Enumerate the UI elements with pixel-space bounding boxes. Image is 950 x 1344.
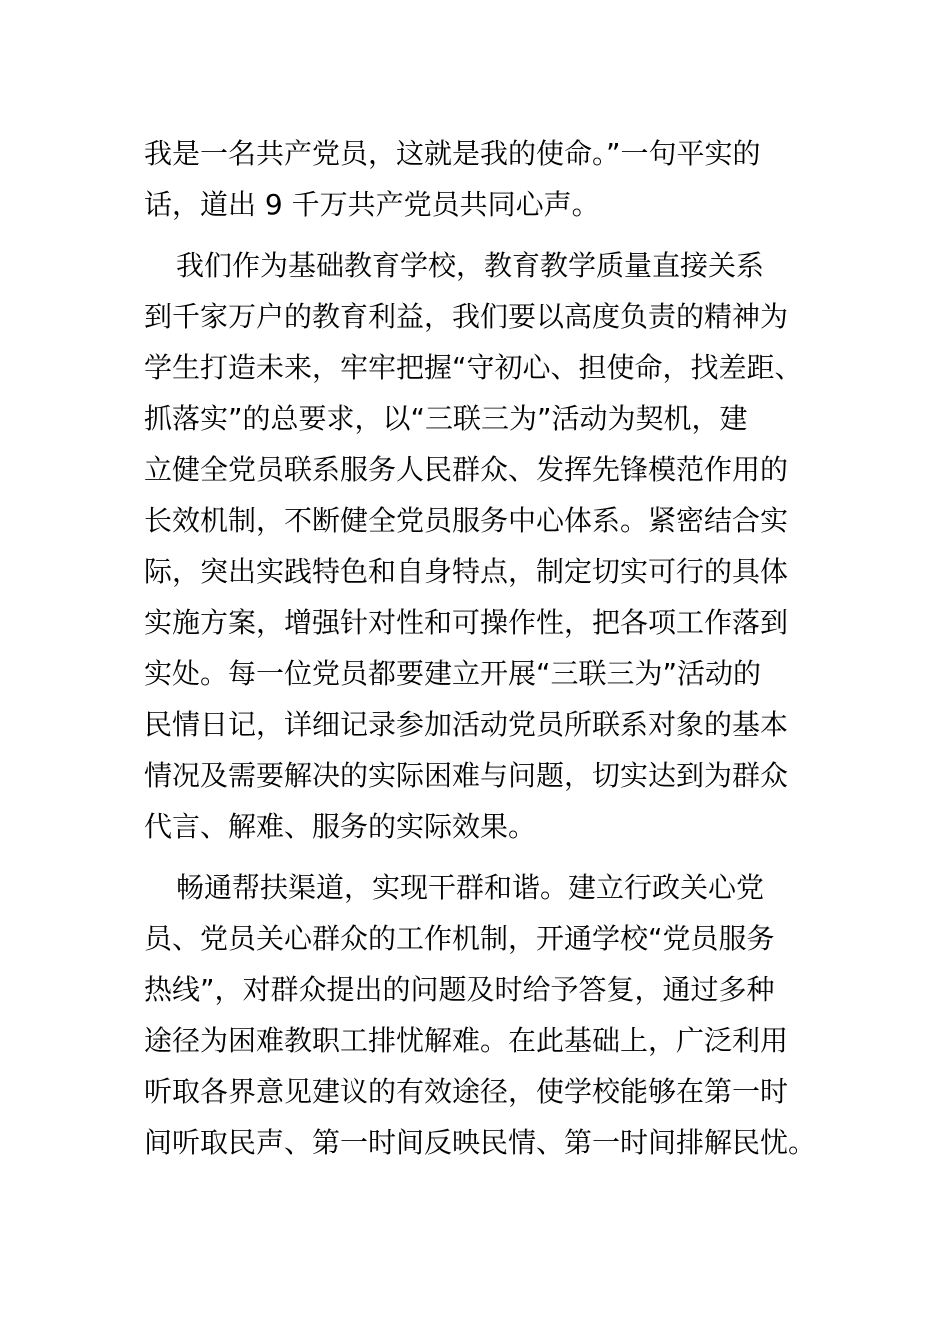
paragraph-1 — [144, 128, 824, 230]
text-line: 际，突出实践特色和自身特点，制定切实可行的具体 — [144, 555, 789, 588]
text-line: 畅通帮扶渠道，实现干群和谐。建立行政关心党 — [176, 871, 765, 904]
paragraph-3 — [144, 862, 824, 1168]
text-line: 实施方案，增强针对性和可操作性，把各项工作落到 — [144, 606, 789, 639]
text-line: 员、党员关心群众的工作机制，开通学校“党员服务 — [144, 922, 775, 955]
paragraph-2 — [144, 240, 824, 852]
text-line: 我们作为基础教育学校，教育教学质量直接关系 — [176, 249, 765, 282]
text-line: 情况及需要解决的实际困难与问题，切实达到为群众 — [144, 759, 789, 792]
text-line: 到千家万户的教育利益，我们要以高度负责的精神为 — [144, 300, 789, 333]
text-line: 抓落实”的总要求，以“三联三为”活动为契机，建 — [144, 402, 748, 435]
text-line: 我是一名共产党员，这就是我的使命。”一句平实的 — [144, 137, 761, 170]
text-line: 长效机制，不断健全党员服务中心体系。紧密结合实 — [144, 504, 789, 537]
text-line: 民情日记，详细记录参加活动党员所联系对象的基本 — [144, 708, 789, 741]
text-line: 热线”，对群众提出的问题及时给予答复，通过多种 — [144, 973, 775, 1006]
document-body — [144, 128, 824, 1168]
text-line: 学生打造未来，牢牢把握“守初心、担使命，找差距、 — [144, 351, 803, 384]
text-line: 立健全党员联系服务人民群众、发挥先锋模范作用的 — [144, 453, 789, 486]
text-line: 实处。每一位党员都要建立开展“三联三为”活动的 — [144, 657, 762, 690]
text-line: 话，道出 9 千万共产党员共同心声。 — [144, 188, 600, 221]
text-line: 听取各界意见建议的有效途径，使学校能够在第一时 — [144, 1075, 789, 1108]
text-line: 间听取民声、第一时间反映民情、第一时间排解民忧。 — [144, 1126, 817, 1159]
text-line: 代言、解难、服务的实际效果。 — [144, 810, 537, 843]
text-line: 途径为困难教职工排忧解难。在此基础上，广泛利用 — [144, 1024, 789, 1057]
